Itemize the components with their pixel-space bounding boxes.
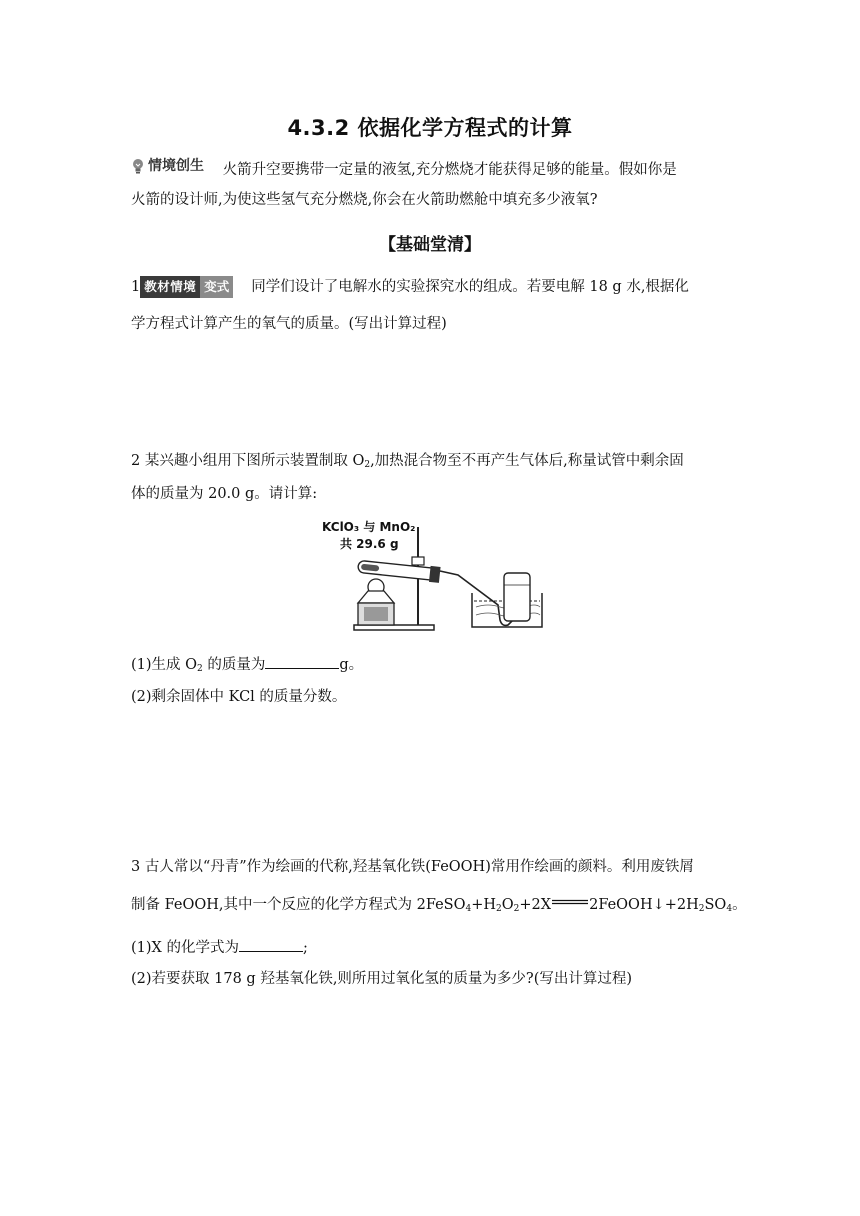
q3-text-2f: SO (704, 897, 727, 913)
q2-text-1b: ,加热混合物至不再产生气体后,称量试管中剩余固 (370, 453, 684, 469)
q1-tag (140, 276, 233, 298)
q3-text-2b: +H (471, 897, 497, 913)
q2-sub-2-line: (2)剩余固体中 KCl 的质量分数。 (131, 689, 347, 705)
section-title: 【基础堂清】 (379, 235, 481, 255)
q3-text-2d: +2X (519, 897, 552, 913)
intro-line-2: 火箭的设计师,为使这些氢气充分燃烧,你会在火箭助燃舱中填充多少液氧? (131, 192, 598, 208)
q3-answer-blank-1[interactable] (239, 937, 303, 952)
q2-sub-1: 2 (364, 460, 371, 470)
q2-sub1-subscript: 2 (197, 664, 203, 674)
intro-text-1: 火箭升空要携带一定量的液氢,充分燃烧才能获得足够的能量。假如你是 (222, 162, 677, 178)
q1-line-1 (131, 276, 689, 298)
intro-badge-label: 情境创生 (148, 158, 204, 174)
q3-sub-c: 2 (513, 904, 520, 914)
intro-line-1 (131, 156, 677, 180)
q2-sub1-text-c: g。 (339, 657, 364, 673)
q2-answer-blank-1[interactable] (265, 654, 339, 669)
q3-sub-1-line (131, 937, 308, 958)
lightbulb-icon (131, 158, 145, 174)
intro-badge (131, 156, 204, 176)
figure-label-mixture: KClO₃ 与 MnO₂ (322, 520, 416, 534)
q3-text-2a: 制备 FeOOH,其中一个反应的化学方程式为 2FeSO (131, 897, 466, 913)
q2-sub-1-line (131, 654, 363, 675)
q3-text-2g: 。 (732, 897, 747, 913)
apparatus-figure (318, 515, 544, 635)
q2-sub1-text-a: (1)生成 O (131, 657, 198, 673)
q3-text-2c: O (501, 897, 514, 913)
q3-sub-2-line: (2)若要获取 178 g 羟基氧化铁,则所用过氧化氢的质量为多少?(写出计算过程) (131, 971, 633, 987)
q1-tag-textbook: 教材情境 (140, 276, 200, 298)
q3-sub-d: 2 (698, 904, 705, 914)
q1-number: 1 (131, 279, 141, 295)
q3-sub-a: 4 (465, 904, 472, 914)
q1-line-2: 学方程式计算产生的氧气的质量。(写出计算过程) (131, 316, 447, 332)
q3-sub1-text-b: ; (302, 940, 308, 956)
q3-sub-b: 2 (496, 904, 502, 914)
q3-sub1-text-a: (1)X 的化学式为 (131, 940, 239, 956)
q2-sub1-text-b: 的质量为 (202, 657, 266, 673)
q2-line-1 (131, 451, 684, 471)
q1-tag-variant: 变式 (200, 276, 233, 298)
q2-text-1a: 2 某兴趣小组用下图所示装置制取 O (131, 453, 365, 469)
figure-label-mass: 共 29.6 g (340, 537, 399, 551)
q3-sub-e: 4 (726, 904, 733, 914)
q3-line-2 (131, 895, 747, 915)
equals-sign-icon (551, 899, 589, 905)
q2-line-2: 体的质量为 20.0 g。请计算: (131, 486, 318, 502)
page-title: 4.3.2 依据化学方程式的计算 (287, 116, 573, 140)
q3-line-1: 3 古人常以“丹青”作为绘画的代称,羟基氧化铁(FeOOH)常用作绘画的颜料。利用废铁屑 (131, 859, 694, 875)
q1-text-1: 同学们设计了电解水的实验探究水的组成。若要电解 18 g 水,根据化 (251, 279, 689, 295)
q3-text-2e: 2FeOOH↓+2H (589, 897, 699, 913)
